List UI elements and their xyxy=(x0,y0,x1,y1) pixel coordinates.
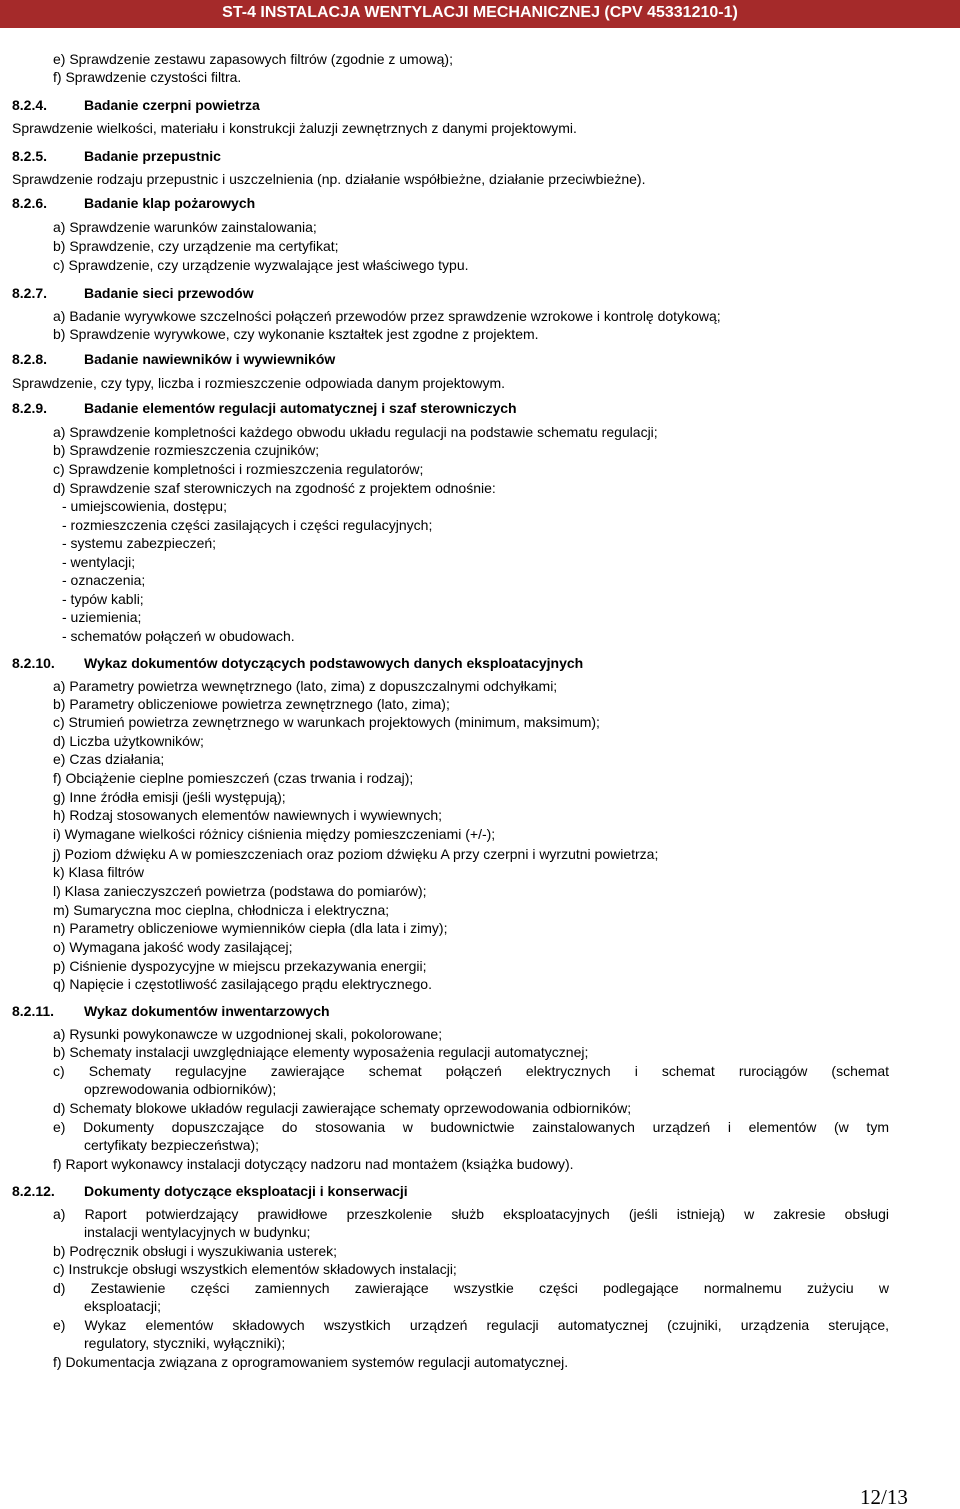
text-line: certyfikaty bezpieczeństwa); xyxy=(84,1137,260,1153)
text-line: a) Parametry powietrza wewnętrznego (lato, zima) z dopuszczalnymi odchyłkami; xyxy=(53,678,558,694)
text-line: b) Sprawdzenie wyrywkowe, czy wykonanie kształtek jest zgodne z projektem. xyxy=(53,326,539,342)
text-line: Sprawdzenie rodzaju przepustnic i uszczelnienia (np. działanie współbieżne, działanie przeciwbieżne). xyxy=(12,171,646,187)
text-line: - uziemienia; xyxy=(62,609,142,625)
text-line: c) Sprawdzenie, czy urządzenie wyzwalające jest właściwego typu. xyxy=(53,257,469,273)
text-line: c) Strumień powietrza zewnętrznego w warunkach projektowych (minimum, maksimum); xyxy=(53,714,600,730)
section-number: 8.2.8. xyxy=(12,351,48,367)
section-title: Badanie elementów regulacji automatycznej i szaf sterowniczych xyxy=(84,400,517,416)
section-title: Dokumenty dotyczące eksploatacji i konserwacji xyxy=(84,1183,408,1199)
section-title: Badanie czerpni powietrza xyxy=(84,97,260,113)
document-header-title: ST-4 INSTALACJA WENTYLACJI MECHANICZNEJ (CPV 45331210-1) xyxy=(222,4,738,21)
text-line: opzrewodowania odbiorników); xyxy=(84,1081,277,1097)
text-line: - wentylacji; xyxy=(62,554,136,570)
section-title: Badanie przepustnic xyxy=(84,148,221,164)
section-title: Wykaz dokumentów dotyczących podstawowych danych eksploatacyjnych xyxy=(84,655,584,671)
section-number: 8.2.6. xyxy=(12,195,48,211)
text-line: b) Schematy instalacji uwzględniające elementy wyposażenia regulacji automatycznej; xyxy=(53,1044,589,1060)
text-line: c) Schematy regulacyjne zawierające schemat połączeń elektrycznych i schemat rurociągów (schemat xyxy=(53,1063,889,1079)
text-line: e) Sprawdzenie zestawu zapasowych filtrów (zgodnie z umową); xyxy=(53,51,453,67)
text-line: e) Czas działania; xyxy=(53,751,165,767)
text-line: f) Sprawdzenie czystości filtra. xyxy=(53,69,242,85)
text-line: f) Obciążenie cieplne pomieszczeń (czas trwania i rodzaj); xyxy=(53,770,414,786)
text-line: h) Rodzaj stosowanych elementów nawiewnych i wywiewnych; xyxy=(53,807,443,823)
text-line: i) Wymagane wielkości różnicy ciśnienia między pomieszczeniami (+/-); xyxy=(53,826,496,842)
text-line: a) Raport potwierdzający prawidłowe przeszkolenie służb eksploatacyjnych (jeśli istnieją) w zakresie obsługi xyxy=(53,1206,889,1222)
section-title: Badanie klap pożarowych xyxy=(84,195,256,211)
text-line: b) Parametry obliczeniowe powietrza zewnętrznego (lato, zima); xyxy=(53,696,450,712)
text-line: j) Poziom dźwięku A w pomieszczeniach oraz poziom dźwięku A przy czerpni i wyrzutni powietrza; xyxy=(53,846,659,862)
section-title: Badanie sieci przewodów xyxy=(84,285,254,301)
text-line: f) Raport wykonawcy instalacji dotyczący nadzoru nad montażem (książka budowy). xyxy=(53,1156,574,1172)
text-line: o) Wymagana jakość wody zasilającej; xyxy=(53,939,293,955)
section-title: Wykaz dokumentów inwentarzowych xyxy=(84,1003,330,1019)
text-line: - schematów połączeń w obudowach. xyxy=(62,628,295,644)
text-line: - rozmieszczenia części zasilających i części regulacyjnych; xyxy=(62,517,433,533)
text-line: b) Sprawdzenie, czy urządzenie ma certyfikat; xyxy=(53,238,339,254)
text-line: d) Liczba użytkowników; xyxy=(53,733,204,749)
text-line: Sprawdzenie wielkości, materiału i konstrukcji żaluzji zewnętrznych z danymi projektowymi. xyxy=(12,120,577,136)
section-number: 8.2.7. xyxy=(12,285,48,301)
text-line: e) Wykaz elementów składowych wszystkich urządzeń regulacji automatycznej (czujniki, urządzenia sterujące, xyxy=(53,1317,889,1333)
text-line: b) Podręcznik obsługi i wyszukiwania usterek; xyxy=(53,1243,338,1259)
text-line: m) Sumaryczna moc cieplna, chłodnicza i elektryczna; xyxy=(53,902,390,918)
page-number: 12/13 xyxy=(860,1485,908,1509)
text-line: c) Sprawdzenie kompletności i rozmieszczenia regulatorów; xyxy=(53,461,424,477)
text-line: - umiejscowienia, dostępu; xyxy=(62,498,227,514)
text-line: regulatory, styczniki, wyłączniki); xyxy=(84,1335,286,1351)
text-line: l) Klasa zanieczyszczeń powietrza (podstawa do pomiarów); xyxy=(53,883,427,899)
text-line: a) Rysunki powykonawcze w uzgodnionej skali, pokolorowane; xyxy=(53,1026,443,1042)
text-line: d) Schematy blokowe układów regulacji zawierające schematy oprzewodowania odbiorników; xyxy=(53,1100,632,1116)
text-line: k) Klasa filtrów xyxy=(53,864,145,880)
section-number: 8.2.9. xyxy=(12,400,48,416)
text-line: Sprawdzenie, czy typy, liczba i rozmieszczenie odpowiada danym projektowym. xyxy=(12,375,506,391)
section-number: 8.2.10. xyxy=(12,655,55,671)
text-line: - systemu zabezpieczeń; xyxy=(62,535,217,551)
text-line: a) Badanie wyrywkowe szczelności połączeń przewodów przez sprawdzenie wzrokowe i kontrolę dotykową; xyxy=(53,308,721,324)
text-line: a) Sprawdzenie kompletności każdego obwodu układu regulacji na podstawie schematu regulacji; xyxy=(53,424,658,440)
text-line: b) Sprawdzenie rozmieszczenia czujników; xyxy=(53,442,320,458)
text-line: c) Instrukcje obsługi wszystkich elementów składowych instalacji; xyxy=(53,1261,457,1277)
text-line: e) Dokumenty dopuszczające do stosowania w budownictwie zainstalowanych urządzeń i elementów (w tym xyxy=(53,1119,889,1135)
text-line: f) Dokumentacja związana z oprogramowaniem systemów regulacji automatycznej. xyxy=(53,1354,569,1370)
text-line: n) Parametry obliczeniowe wymienników ciepła (dla lata i zimy); xyxy=(53,920,448,936)
section-number: 8.2.5. xyxy=(12,148,48,164)
section-number: 8.2.11. xyxy=(12,1003,55,1019)
text-line: d) Zestawienie części zamiennych zawierające wszystkie części podlegające normalnemu zużyciu w xyxy=(53,1280,889,1296)
section-number: 8.2.12. xyxy=(12,1183,55,1199)
text-line: a) Sprawdzenie warunków zainstalowania; xyxy=(53,219,317,235)
text-line: - typów kabli; xyxy=(62,591,144,607)
text-line: d) Sprawdzenie szaf sterowniczych na zgodność z projektem odnośnie: xyxy=(53,480,496,496)
section-title: Badanie nawiewników i wywiewników xyxy=(84,351,336,367)
text-line: q) Napięcie i częstotliwość zasilającego prądu elektrycznego. xyxy=(53,976,432,992)
text-line: g) Inne źródła emisji (jeśli występują); xyxy=(53,789,286,805)
text-line: - oznaczenia; xyxy=(62,572,146,588)
text-line: p) Ciśnienie dyspozycyjne w miejscu przekazywania energii; xyxy=(53,958,427,974)
text-line: instalacji wentylacyjnych w budynku; xyxy=(84,1224,311,1240)
section-number: 8.2.4. xyxy=(12,97,48,113)
text-line: eksploatacji; xyxy=(84,1298,162,1314)
